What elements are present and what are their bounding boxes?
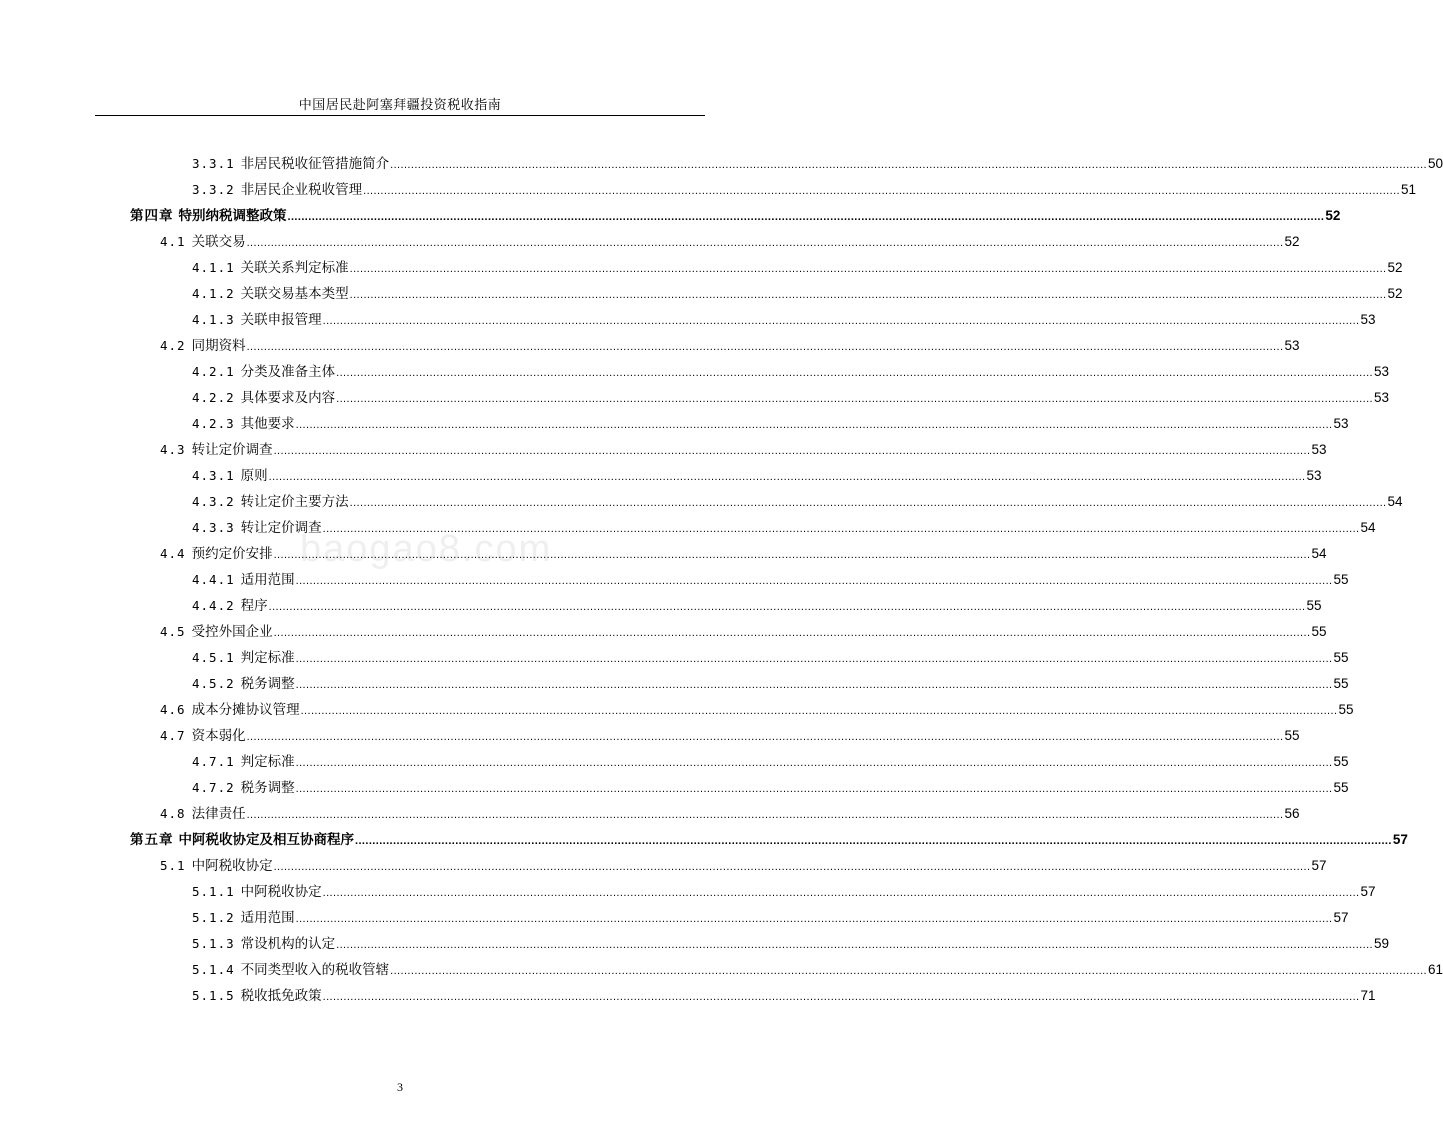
toc-entry-page: 53 — [1374, 364, 1390, 379]
toc-entry[interactable] — [160, 804, 1300, 824]
toc-entry-page: 52 — [1325, 208, 1341, 223]
toc-entry[interactable] — [160, 622, 1327, 642]
toc-entry-page: 53 — [1311, 442, 1327, 457]
toc-dot-leader: ............................................................................................................................................................................................................................................................................................................ — [287, 211, 1325, 223]
toc-entry-page: 53 — [1284, 338, 1300, 353]
toc-entry-title: 同期资料 — [191, 338, 246, 354]
page-header-title: 中国居民赴阿塞拜疆投资税收指南 — [298, 98, 502, 113]
toc-dot-leader: ............................................................................................................................................................................................................................................................................................................ — [349, 497, 1387, 509]
toc-dot-leader: ............................................................................................................................................................................................................................................................................................................ — [295, 575, 1333, 587]
toc-entry[interactable] — [192, 570, 1349, 590]
toc-entry-page: 57 — [1360, 884, 1376, 899]
toc-dot-leader: ............................................................................................................................................................................................................................................................................................................ — [336, 393, 1373, 405]
toc-dot-leader: ............................................................................................................................................................................................................................................................................................................ — [322, 887, 1360, 899]
toc-entry-number: 4.3.2 — [192, 494, 235, 509]
toc-dot-leader: ............................................................................................................................................................................................................................................................................................................ — [355, 835, 1392, 847]
toc-dot-leader: ............................................................................................................................................................................................................................................................................................................ — [246, 731, 1284, 743]
toc-dot-leader: ............................................................................................................................................................................................................................................................................................................ — [349, 289, 1387, 301]
toc-entry[interactable] — [192, 388, 1390, 408]
toc-entry-number: 4.1.1 — [192, 260, 235, 275]
toc-entry[interactable] — [192, 960, 1443, 980]
toc-entry-number: 5.1.5 — [192, 988, 235, 1003]
toc-entry-title: 预约定价安排 — [191, 546, 273, 562]
toc-entry-page: 57 — [1392, 832, 1408, 847]
watermark: baogao8.com — [300, 528, 553, 570]
toc-entry-page: 53 — [1333, 416, 1349, 431]
toc-entry-number: 3.3.2 — [192, 182, 235, 197]
toc-entry-number: 5.1.3 — [192, 936, 235, 951]
toc-entry-title: 原则 — [240, 468, 268, 484]
toc-entry-page: 55 — [1333, 650, 1349, 665]
toc-entry[interactable] — [160, 726, 1300, 746]
toc-entry-number: 4.5.2 — [192, 676, 235, 691]
toc-dot-leader: ............................................................................................................................................................................................................................................................................................................ — [273, 445, 1311, 457]
toc-entry-number: 4.3.3 — [192, 520, 235, 535]
toc-entry-page: 59 — [1374, 936, 1390, 951]
toc-entry-page: 54 — [1360, 520, 1376, 535]
toc-entry-number: 4.2 — [160, 338, 186, 353]
toc-entry-title: 税务调整 — [240, 676, 295, 692]
toc-entry-page: 53 — [1360, 312, 1376, 327]
toc-entry-page: 55 — [1333, 754, 1349, 769]
toc-entry-page: 55 — [1333, 676, 1349, 691]
toc-entry-title: 常设机构的认定 — [240, 936, 336, 952]
toc-entry-page: 61 — [1428, 962, 1443, 977]
toc-dot-leader: ............................................................................................................................................................................................................................................................................................................ — [295, 419, 1333, 431]
toc-entry-page: 55 — [1333, 572, 1349, 587]
toc-dot-leader: ............................................................................................................................................................................................................................................................................................................ — [349, 263, 1387, 275]
toc-dot-leader: ............................................................................................................................................................................................................................................................................................................ — [322, 523, 1360, 535]
toc-entry[interactable] — [192, 986, 1376, 1006]
toc-dot-leader: ............................................................................................................................................................................................................................................................................................................ — [273, 861, 1311, 873]
toc-entry-number: 4.4 — [160, 546, 186, 561]
toc-entry-number: 4.1 — [160, 234, 186, 249]
toc-entry[interactable] — [160, 544, 1327, 564]
toc-entry-page: 55 — [1311, 624, 1327, 639]
toc-entry-title: 关联关系判定标准 — [240, 260, 349, 276]
toc-entry-title: 税收抵免政策 — [240, 988, 322, 1004]
toc-entry-number: 4.7.1 — [192, 754, 235, 769]
toc-entry[interactable] — [192, 908, 1349, 928]
toc-entry[interactable] — [160, 856, 1327, 876]
toc-entry-title: 法律责任 — [191, 806, 246, 822]
toc-entry[interactable] — [160, 440, 1327, 460]
toc-entry[interactable] — [192, 596, 1322, 616]
toc-entry-page: 54 — [1311, 546, 1327, 561]
toc-dot-leader: ............................................................................................................................................................................................................................................................................................................ — [363, 185, 1400, 197]
toc-entry-number: 4.3 — [160, 442, 186, 457]
toc-entry[interactable] — [192, 518, 1376, 538]
toc-dot-leader: ............................................................................................................................................................................................................................................................................................................ — [273, 549, 1311, 561]
toc-entry-title: 其他要求 — [240, 416, 295, 432]
toc-entry[interactable] — [192, 882, 1376, 902]
toc-entry-number: 5.1.1 — [192, 884, 235, 899]
toc-entry-number: 4.8 — [160, 806, 186, 821]
toc-entry-page: 55 — [1306, 598, 1322, 613]
toc-entry-title: 程序 — [240, 598, 268, 614]
toc-entry-title: 中阿税收协定 — [191, 858, 273, 874]
toc-entry[interactable] — [192, 466, 1322, 486]
toc-entry-title: 转让定价主要方法 — [240, 494, 349, 510]
toc-entry-title: 关联申报管理 — [240, 312, 322, 328]
toc-dot-leader: ............................................................................................................................................................................................................................................................................................................ — [295, 757, 1333, 769]
toc-entry[interactable] — [192, 284, 1403, 304]
toc-entry-title: 中阿税收协定及相互协商程序 — [178, 832, 354, 848]
toc-entry-page: 55 — [1338, 702, 1354, 717]
toc-entry-title: 资本弱化 — [191, 728, 246, 744]
toc-entry-number: 4.4.1 — [192, 572, 235, 587]
toc-entry-page: 55 — [1333, 780, 1349, 795]
toc-entry[interactable] — [192, 362, 1390, 382]
toc-entry-title: 分类及准备主体 — [240, 364, 336, 380]
toc-entry[interactable] — [192, 752, 1349, 772]
toc-dot-leader: ............................................................................................................................................................................................................................................................................................................ — [300, 705, 1338, 717]
toc-entry-number: 4.1.3 — [192, 312, 235, 327]
toc-entry-title: 非居民税收征管措施简介 — [240, 156, 390, 172]
toc-entry-page: 50 — [1428, 156, 1443, 171]
toc-entry-page: 55 — [1284, 728, 1300, 743]
toc-dot-leader: ............................................................................................................................................................................................................................................................................................................ — [295, 653, 1333, 665]
toc-dot-leader: ............................................................................................................................................................................................................................................................................................................ — [295, 679, 1333, 691]
toc-entry-number: 4.6 — [160, 702, 186, 717]
toc-entry-title: 转让定价调查 — [191, 442, 273, 458]
toc-dot-leader: ............................................................................................................................................................................................................................................................................................................ — [336, 939, 1373, 951]
toc-entry-number: 3.3.1 — [192, 156, 235, 171]
toc-entry[interactable] — [160, 232, 1300, 252]
toc-entry-number: 4.4.2 — [192, 598, 235, 613]
toc-entry-number: 4.7 — [160, 728, 186, 743]
toc-dot-leader: ............................................................................................................................................................................................................................................................................................................ — [268, 601, 1306, 613]
toc-entry-page: 53 — [1306, 468, 1322, 483]
toc-dot-leader: ............................................................................................................................................................................................................................................................................................................ — [322, 991, 1360, 1003]
toc-entry-page: 51 — [1401, 182, 1417, 197]
toc-entry-number: 4.5.1 — [192, 650, 235, 665]
toc-entry-title: 成本分摊协议管理 — [191, 702, 300, 718]
toc-chapter-entry[interactable] — [130, 830, 1408, 850]
toc-entry-page: 54 — [1387, 494, 1403, 509]
toc-entry[interactable] — [192, 934, 1390, 954]
toc-entry-title: 具体要求及内容 — [240, 390, 336, 406]
toc-entry-page: 52 — [1387, 286, 1403, 301]
toc-entry-number: 4.1.2 — [192, 286, 235, 301]
toc-dot-leader: ............................................................................................................................................................................................................................................................................................................ — [295, 783, 1333, 795]
toc-entry-number: 4.5 — [160, 624, 186, 639]
toc-entry[interactable] — [192, 414, 1349, 434]
toc-entry-number: 第四章 — [130, 208, 174, 224]
toc-entry-title: 非居民企业税收管理 — [240, 182, 363, 198]
toc-entry[interactable] — [160, 336, 1300, 356]
toc-entry-number: 5.1 — [160, 858, 186, 873]
toc-entry[interactable] — [192, 310, 1376, 330]
toc-entry[interactable] — [192, 154, 1443, 174]
header-rule — [95, 115, 705, 116]
toc-dot-leader: ............................................................................................................................................................................................................................................................................................................ — [295, 913, 1333, 925]
toc-entry-page: 53 — [1374, 390, 1390, 405]
toc-entry[interactable] — [192, 778, 1349, 798]
toc-entry[interactable] — [160, 700, 1354, 720]
toc-entry-page: 71 — [1360, 988, 1376, 1003]
toc-chapter-entry[interactable] — [130, 206, 1341, 226]
toc-dot-leader: ............................................................................................................................................................................................................................................................................................................ — [336, 367, 1373, 379]
toc-entry-title: 转让定价调查 — [240, 520, 322, 536]
toc-dot-leader: ............................................................................................................................................................................................................................................................................................................ — [268, 471, 1306, 483]
toc-entry-number: 5.1.2 — [192, 910, 235, 925]
toc-entry-title: 判定标准 — [240, 754, 295, 770]
toc-entry-title: 不同类型收入的税收管辖 — [240, 962, 390, 978]
toc-entry[interactable] — [192, 258, 1403, 278]
toc-dot-leader: ............................................................................................................................................................................................................................................................................................................ — [246, 809, 1284, 821]
toc-entry-title: 关联交易基本类型 — [240, 286, 349, 302]
toc-dot-leader: ............................................................................................................................................................................................................................................................................................................ — [246, 237, 1284, 249]
toc-entry-page: 52 — [1284, 234, 1300, 249]
toc-entry-number: 5.1.4 — [192, 962, 235, 977]
toc-entry[interactable] — [192, 674, 1349, 694]
toc-entry-number: 4.2.3 — [192, 416, 235, 431]
toc-dot-leader: ............................................................................................................................................................................................................................................................................................................ — [246, 341, 1284, 353]
toc-entry-title: 受控外国企业 — [191, 624, 273, 640]
toc-entry-number: 4.7.2 — [192, 780, 235, 795]
toc-entry-page: 56 — [1284, 806, 1300, 821]
toc-dot-leader: ............................................................................................................................................................................................................................................................................................................ — [322, 315, 1360, 327]
toc-dot-leader: ............................................................................................................................................................................................................................................................................................................ — [273, 627, 1311, 639]
page-number: 3 — [397, 1080, 403, 1094]
toc-entry-title: 中阿税收协定 — [240, 884, 322, 900]
toc-entry-page: 57 — [1311, 858, 1327, 873]
toc-entry-title: 适用范围 — [240, 572, 295, 588]
toc-entry-title: 适用范围 — [240, 910, 295, 926]
toc-entry-title: 税务调整 — [240, 780, 295, 796]
toc-entry[interactable] — [192, 492, 1403, 512]
toc-entry-title: 特别纳税调整政策 — [178, 208, 287, 224]
toc-entry-number: 4.2.1 — [192, 364, 235, 379]
toc-entry-number: 4.2.2 — [192, 390, 235, 405]
toc-dot-leader: ............................................................................................................................................................................................................................................................................................................ — [390, 159, 1427, 171]
toc-entry-page: 57 — [1333, 910, 1349, 925]
toc-entry[interactable] — [192, 648, 1349, 668]
toc-entry-page: 52 — [1387, 260, 1403, 275]
toc-entry-number: 4.3.1 — [192, 468, 235, 483]
toc-dot-leader: ............................................................................................................................................................................................................................................................................................................ — [390, 965, 1427, 977]
toc-entry[interactable] — [192, 180, 1417, 200]
toc-entry-title: 判定标准 — [240, 650, 295, 666]
toc-entry-title: 关联交易 — [191, 234, 246, 250]
toc-entry-number: 第五章 — [130, 832, 174, 848]
